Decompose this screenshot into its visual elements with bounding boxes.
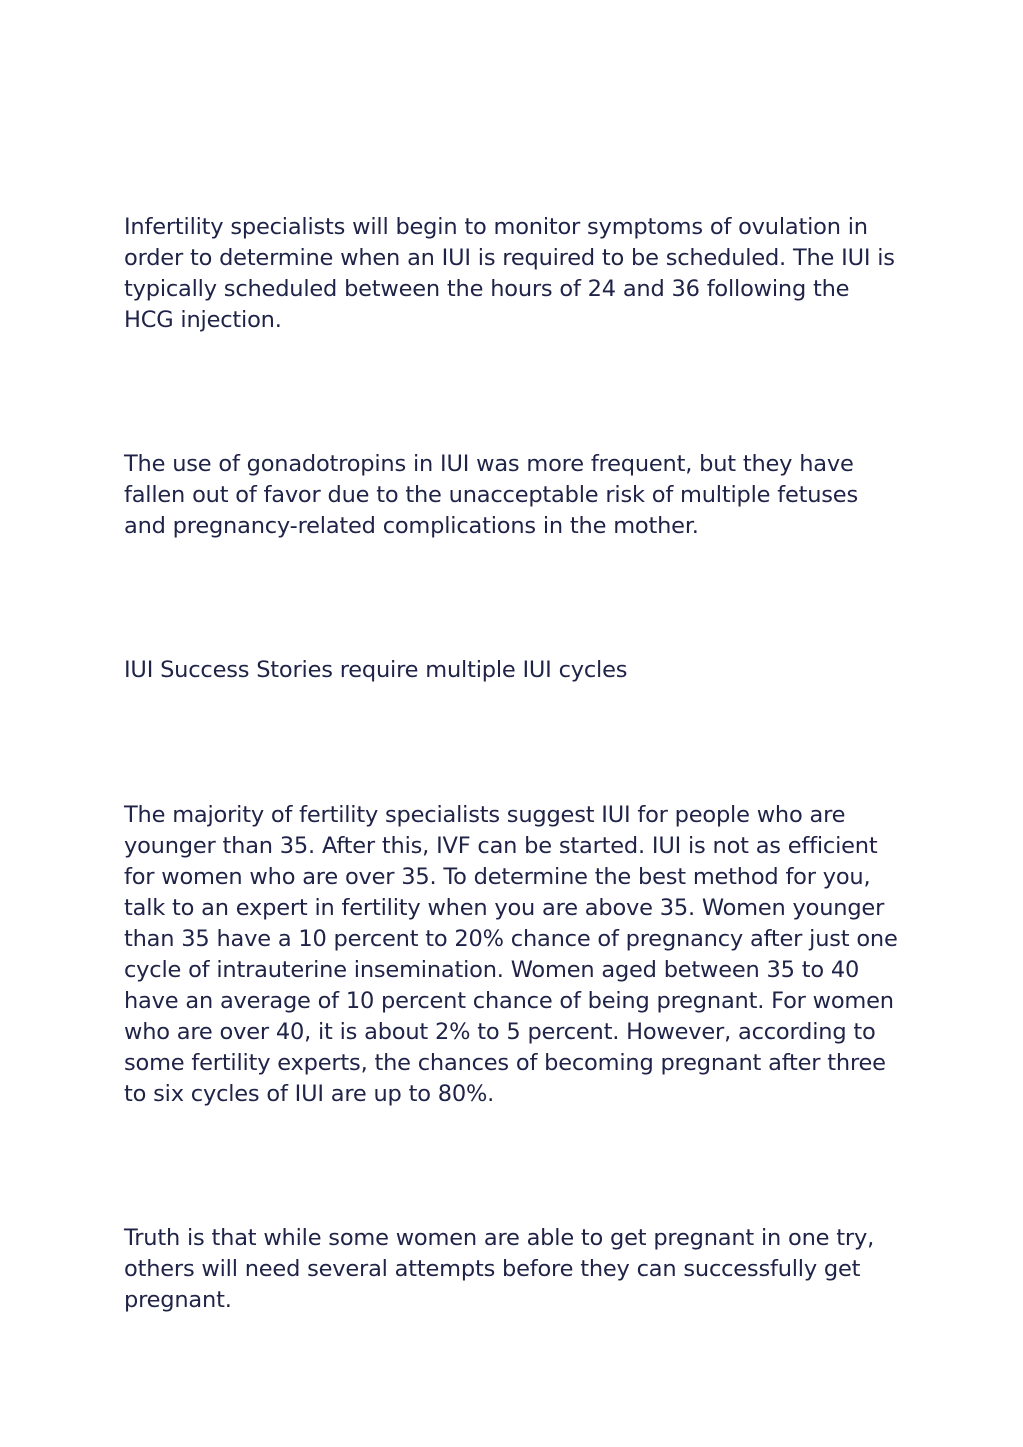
paragraph-success-rates: The majority of fertility specialists suggest IUI for people who are younger than 35. After this, IVF can be started. IUI is not as efficient for women who are over 35. To determine the best method for you, talk to an expert in fertility when you are above 35. Women younger than 35 have a 10 percent to 20% chance of pregnancy after just one cycle of intrauterine insemination. Women aged between 35 to 40 have an average of 10 percent chance of being pregnant. For women who are over 40, it is about 2% to 5 percent. However, according to some fertility experts, the chances of becoming pregnant after three to six cycles of IUI are up to 80%. [124, 802, 898, 1107]
section-heading-success-stories: IUI Success Stories require multiple IUI cycles [124, 657, 628, 683]
paragraph-multiple-attempts: Truth is that while some women are able to get pregnant in one try, others will need several attempts before they can successfully get pregnant. [124, 1225, 875, 1313]
paragraph-gonadotropins: The use of gonadotropins in IUI was more frequent, but they have fallen out of favor due to the unacceptable risk of multiple fetuses and pregnancy-related complications in the mother. [124, 451, 858, 539]
paragraph-iui-scheduling: Infertility specialists will begin to monitor symptoms of ovulation in order to determine when an IUI is required to be scheduled. The IUI is typically scheduled between the hours of 24 and 36 following the HCG injection. [124, 214, 895, 333]
